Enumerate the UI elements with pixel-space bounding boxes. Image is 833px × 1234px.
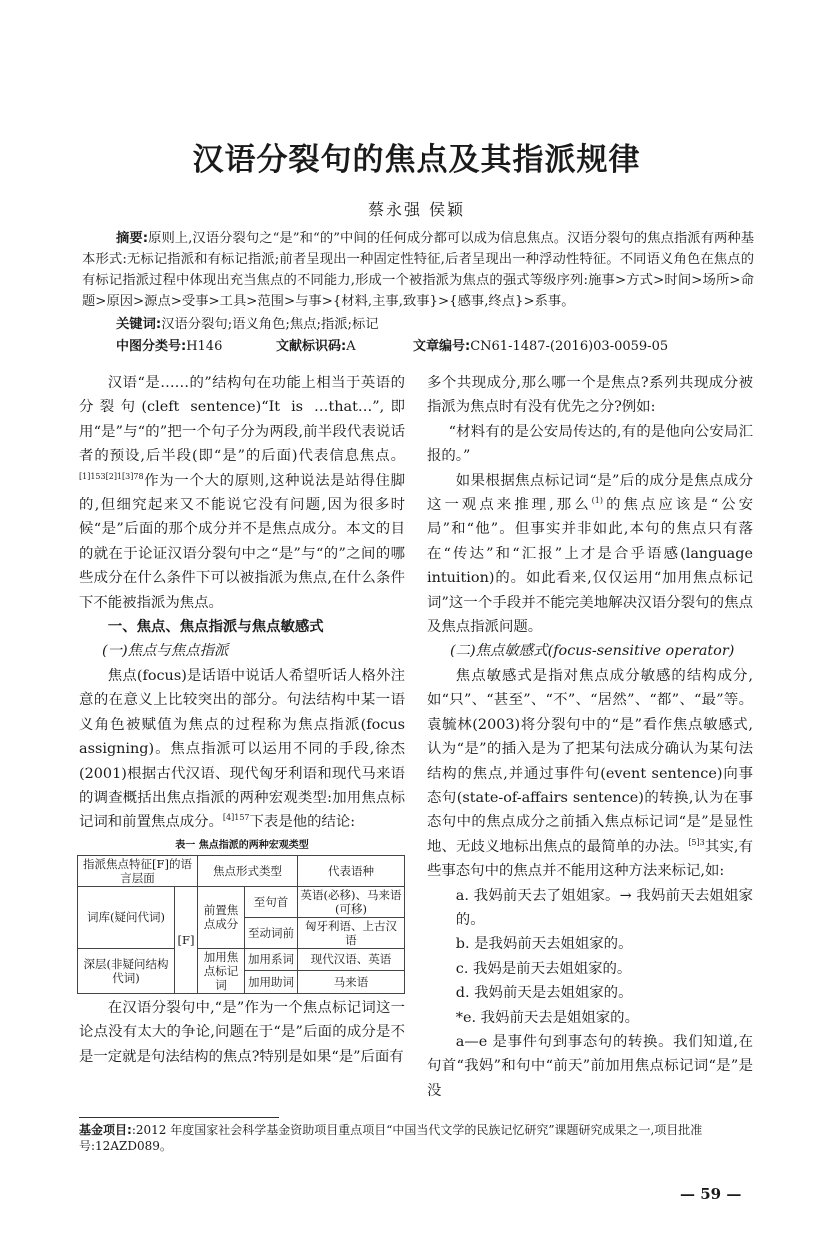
- text: 其实,有些事态句中的焦点并不能用这种方法来标记,如:: [427, 838, 753, 880]
- abstract-text: 原则上,汉语分裂句之“是”和“的”中间的任何成分都可以成为信息焦点。汉语分裂句的焦点指派有两种基本形式:无标记指派和有标记指派;前者呈现出一种固定性特征,后者呈现出一种浮动性特征。不同语义角色在焦点的有标记指派过程中体现出充当焦点的不同能力,形成一个被指派为焦点的强式等级序列:施事>方式>时间>场所>命题>原因>源点>受事>工具>范围>与事>{材料,主事,致事}>{感事,终点}>系事。: [82, 231, 754, 309]
- paragraph: 多个共现成分,那么哪一个是焦点?系列共现成分被指派为焦点时有没有优先之分?例如:: [427, 375, 753, 416]
- footnote: [79, 1122, 759, 1154]
- keywords-label: 关键词:: [116, 317, 162, 332]
- authors: 蔡永强 侯颖: [367, 200, 466, 219]
- table-cell: [F]: [175, 886, 198, 993]
- table-cell: 深层(非疑问结构代词): [78, 948, 175, 993]
- article-no-label: 文章编号:: [413, 339, 471, 354]
- paragraph: a—e 是事件句到事态句的转换。我们知道,在句首“我妈”和句中“前天”前加用焦点标记词“是”是没: [427, 1033, 753, 1099]
- footnote-divider: [79, 1117, 279, 1118]
- paragraph: [79, 371, 405, 615]
- page-number: — 59 —: [680, 1185, 742, 1204]
- example-item: a. 我妈前天去了姐姐家。→ 我妈前天去姐姐家的。: [455, 887, 753, 928]
- text: 焦点敏感式是指对焦点成分敏感的结构成分,如“只”、“甚至”、“不”、“居然”、“都”、“最”等。袁毓林(2003)将分裂句中的“是”看作焦点敏感式,认为“是”的插入是为了把某句法成分确认为某句法结构的焦点,并通过事件句(event sentence)向事态句(state-of-affairs sentence)的转换,认为在事态句中的焦点成分之前插入焦点标记词“是”是显性地、无歧义地标出焦点的最简单的办法。: [427, 667, 753, 855]
- paragraph: [427, 664, 753, 884]
- example-item: *e. 我妈前天去是姐姐家的。: [455, 1009, 639, 1026]
- right-column: [427, 371, 753, 1103]
- table-cell: 现代汉语、英语: [298, 948, 405, 971]
- citation: [4]157: [222, 813, 250, 823]
- left-column: [79, 371, 405, 1069]
- table-cell: 加用焦点标记词: [198, 948, 245, 993]
- classification-label: 中图分类号:: [116, 339, 187, 354]
- table-cell: 加用助词: [245, 971, 298, 994]
- abstract-label: 摘要:: [116, 231, 149, 246]
- example-item: b. 是我妈前天去姐姐家的。: [455, 936, 633, 953]
- keywords-text: 汉语分裂句;语义角色;焦点;指派;标记: [161, 317, 379, 332]
- article-no-value: CN61-1487-(2016)03-0059-05: [470, 339, 669, 354]
- article-meta: [116, 337, 756, 357]
- example-ref: (1): [591, 496, 604, 506]
- table-header: 焦点形式类型: [198, 855, 298, 886]
- subsection-heading: (一)焦点与焦点指派: [102, 643, 229, 660]
- table-cell: 前置焦点成分: [198, 886, 245, 948]
- paragraph: 在汉语分裂句中,“是”作为一个焦点标记词这一论点没有太大的争论,问题在于“是”后面的成分是不是一定就是句法结构的焦点?特别是如果“是”后面有: [79, 999, 405, 1065]
- text: 下表是他的结论:: [249, 814, 356, 831]
- text: 的焦点应该是“公安局”和“他”。但事实并非如此,本句的焦点只有落在“传达”和“汇报”上才是合乎语感(language intuition)的。如此看来,仅仅运用“加用焦点标记词”这一个手段并不能完美地解决汉语分裂句的焦点及焦点指派问题。: [427, 497, 754, 636]
- table-cell: 英语(必移)、马来语(可移): [298, 886, 405, 917]
- example-item: c. 我妈是前天去姐姐家的。: [455, 960, 632, 977]
- example-item: d. 我妈前天是去姐姐家的。: [455, 985, 633, 1002]
- table-cell: 词库(疑问代词): [78, 886, 175, 948]
- table-header: 代表语种: [298, 855, 405, 886]
- paragraph: [427, 469, 753, 640]
- doc-code-label: 文献标识码:: [276, 339, 347, 354]
- body-columns: [79, 371, 753, 1103]
- footnote-text: :2012 年度国家社会科学基金资助项目重点项目“中国当代文学的民族记忆研究”课题研究成果之一,项目批准号:12AZD089。: [79, 1123, 703, 1154]
- text: 汉语“是……的”结构句在功能上相当于英语的分裂句(cleft sentence)“It is …that…”,即用“是”与“的”把一个句子分为两段,前半段代表说话者的预设,后半段(即“是”的后面)代表信息焦点。: [79, 375, 405, 465]
- table-cell: 加用系词: [245, 948, 298, 971]
- citation: [5]3: [688, 837, 705, 847]
- text: 焦点(focus)是话语中说话人希望听话人格外注意的在意义上比较突出的部分。句法结构中某一语义角色被赋值为焦点的过程称为焦点指派(focus assigning)。焦点指派可以运用不同的手段,徐杰(2001)根据古代汉语、现代匈牙利语和现代马来语的调查概括出焦点指派的两种宏观类型:加用焦点标记词和前置焦点成分。: [79, 667, 405, 831]
- table-cell: 匈牙利语、上古汉语: [298, 917, 405, 948]
- text: 如果根据焦点标记词“是”后的成分是焦点成分这一观点来推理,那么: [427, 472, 753, 514]
- footnote-label: 基金项目:: [79, 1123, 132, 1138]
- text: 作为一个大的原则,这种说法是站得住脚的,但细究起来又不能说它没有问题,因为很多时候“是”后面的那个成分并不是焦点成分。本文的目的就在于论证汉语分裂句中之“是”与“的”之间的哪些成分在什么条件下可以被指派为焦点,在什么条件下不能被指派为焦点。: [79, 472, 405, 611]
- citation: [1]153[2]1[3]78: [79, 471, 144, 481]
- table-caption: 表一 焦点指派的两种宏观类型: [175, 839, 309, 851]
- doc-code-value: A: [346, 339, 356, 354]
- subsection-heading: (二)焦点敏感式(focus-sensitive operator): [450, 643, 735, 660]
- table-cell: 至句首: [245, 886, 298, 917]
- paragraph: [79, 664, 405, 835]
- table-cell: 马来语: [298, 971, 405, 994]
- table-header: 指派焦点特征[F]的语言层面: [78, 855, 198, 886]
- abstract: [82, 228, 754, 335]
- classification-value: H146: [186, 339, 223, 354]
- table-cell: 至动词前: [245, 917, 298, 948]
- article-title: 汉语分裂句的焦点及其指派规律: [192, 142, 641, 178]
- section-heading: 一、焦点、焦点指派与焦点敏感式: [107, 619, 324, 636]
- focus-types-table: [77, 855, 405, 994]
- example-quote: “材料有的是公安局传达的,有的是他向公安局汇报的。”: [427, 423, 753, 465]
